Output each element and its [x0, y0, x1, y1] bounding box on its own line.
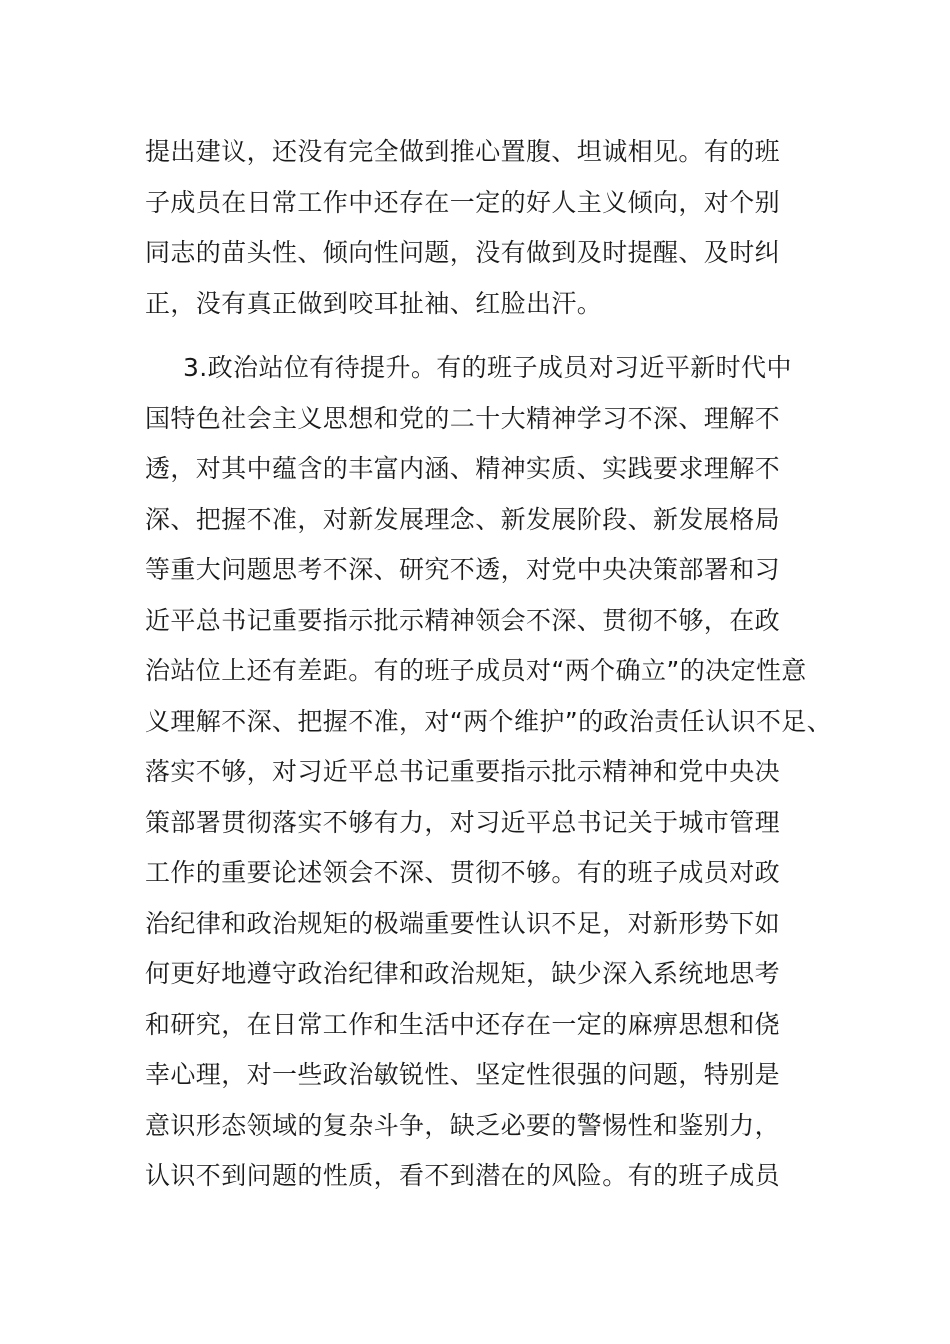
paragraph-spacer [145, 329, 830, 343]
paragraph-2-line: 治纪律和政治规矩的极端重要性认识不足，对新形势下如 [145, 908, 781, 938]
paragraph-2-line: 透，对其中蕴含的丰富内涵、精神实质、实践要求理解不 [145, 454, 781, 483]
paragraph-1-line: 同志的苗头性、倾向性问题，没有做到及时提醒、及时纠 [145, 238, 781, 267]
paragraph-2-line: 工作的重要论述领会不深、贯彻不够。有的班子成员对政 [145, 858, 781, 887]
paragraph-1-line: 子成员在日常工作中还存在一定的好人主义倾向，对个别 [145, 187, 781, 217]
paragraph-2-line: 义理解不深、把握不准，对“两个维护”的政治责任认识不足、 [145, 706, 833, 736]
paragraph-1 [145, 127, 830, 329]
paragraph-2-line: 近平总书记重要指示批示精神领会不深、贯彻不够，在政 [145, 605, 781, 635]
paragraph-2-line: 策部署贯彻落实不够有力，对习近平总书记关于城市管理 [145, 807, 781, 837]
document-body [145, 127, 833, 1202]
paragraph-2-line: 3.政治站位有待提升。有的班子成员对习近平新时代中 [183, 353, 792, 382]
paragraph-2-line: 和研究，在日常工作和生活中还存在一定的麻痹思想和侥 [145, 1009, 781, 1039]
paragraph-2-line: 认识不到问题的性质，看不到潜在的风险。有的班子成员 [145, 1161, 781, 1190]
paragraph-2-line: 治站位上还有差距。有的班子成员对“两个确立”的决定性意 [145, 656, 807, 685]
paragraph-1-line: 提出建议，还没有完全做到推心置腹、坦诚相见。有的班 [145, 137, 781, 166]
paragraph-2 [145, 343, 833, 1202]
paragraph-2-line: 幸心理，对一些政治敏锐性、坚定性很强的问题，特别是 [145, 1060, 781, 1089]
paragraph-2-line: 深、把握不准，对新发展理念、新发展阶段、新发展格局 [145, 504, 781, 534]
paragraph-1-line: 正，没有真正做到咬耳扯袖、红脸出汗。 [145, 288, 603, 318]
paragraph-2-line: 何更好地遵守政治纪律和政治规矩，缺少深入系统地思考 [145, 959, 781, 988]
paragraph-2-line: 等重大问题思考不深、研究不透，对党中央决策部署和习 [145, 555, 781, 584]
paragraph-2-line: 落实不够，对习近平总书记重要指示批示精神和党中央决 [145, 757, 781, 786]
paragraph-2-line: 国特色社会主义思想和党的二十大精神学习不深、理解不 [145, 403, 781, 433]
paragraph-2-line: 意识形态领域的复杂斗争，缺乏必要的警惕性和鉴别力， [145, 1110, 781, 1140]
